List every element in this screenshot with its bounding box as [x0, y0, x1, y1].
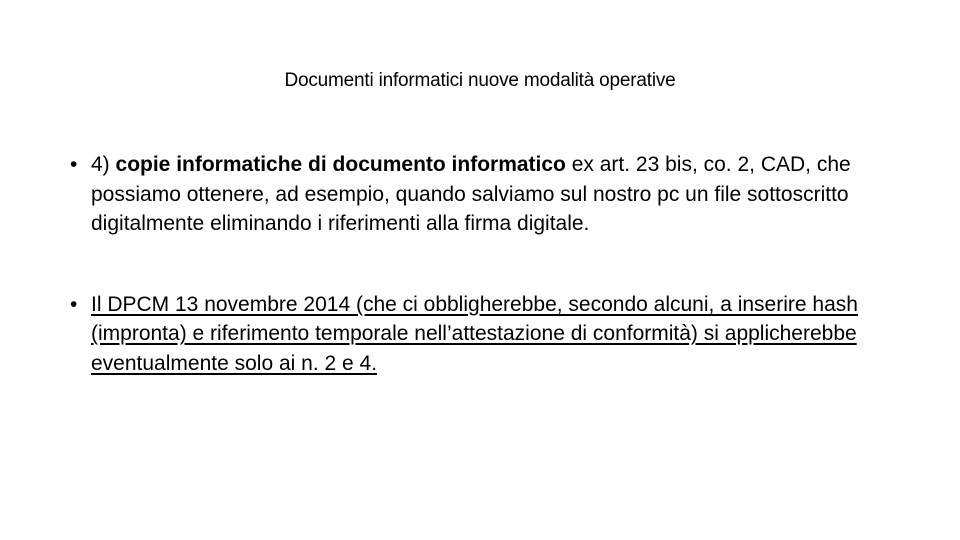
- bullet-item-dpcm: [70, 290, 900, 379]
- bullet-number: 4): [91, 153, 116, 176]
- bullet-dot-icon: •: [70, 153, 78, 176]
- bullet-list: [70, 150, 900, 378]
- bullet-underlined-text: Il DPCM 13 novembre 2014 (che ci obbligherebbe, secondo alcuni, a inserire hash (impronta) e riferimento temporale nell’attestazione di conformità) si applicherebbe eventualmente solo ai n. 2 e 4.: [91, 292, 858, 375]
- bullet-dot-icon: •: [70, 292, 78, 316]
- bullet-text: ex art. 23 bis, co. 2, CAD, che possiamo ottenere, ad esempio, quando salviamo sul nostro pc un file sottoscritto digitalmente eliminando i riferimenti alla firma digitale.: [91, 153, 851, 235]
- slide-title: Documenti informatici nuove modalità operative: [284, 70, 676, 91]
- bullet-bold-term: copie informatiche di documento informatico: [115, 153, 566, 176]
- bullet-item-copie-informatiche: [70, 150, 900, 239]
